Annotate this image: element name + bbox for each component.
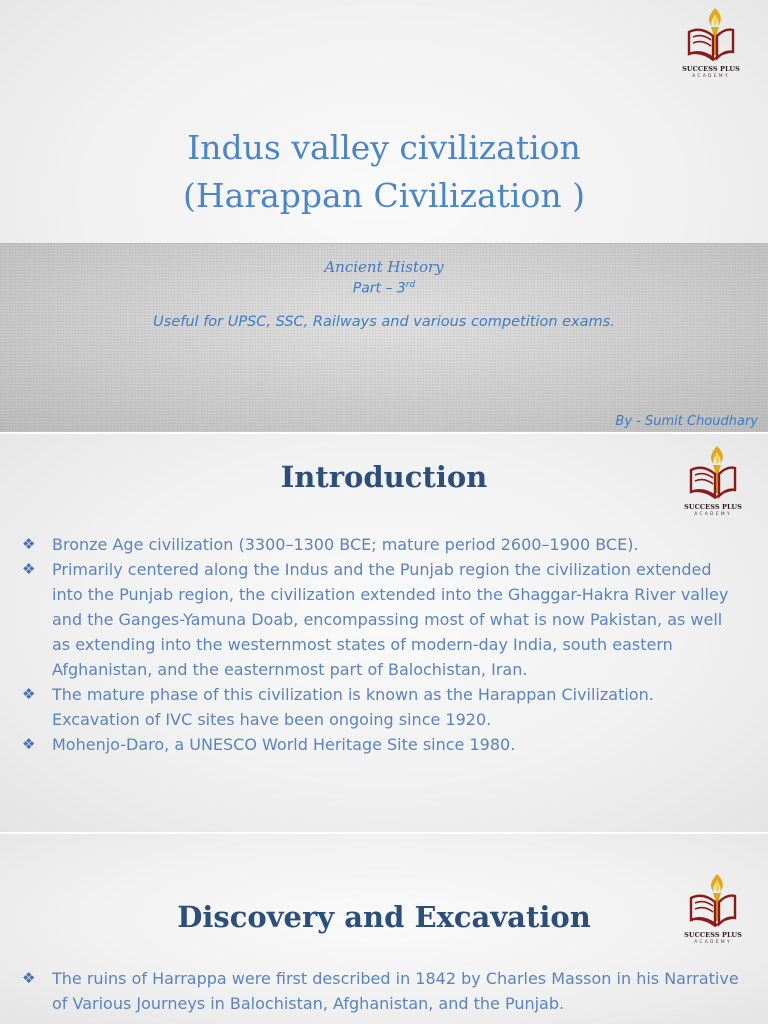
bullet-diamond-icon: ❖ xyxy=(22,685,36,703)
bullet-item xyxy=(22,532,744,557)
discovery-slide xyxy=(0,834,768,1024)
bullet-text: The ruins of Harrappa were first described in 1842 by Charles Masson in his Narrative of Various Journeys in Balochistan, Afghanistan, and the Punjab. xyxy=(52,969,739,1013)
bullet-item xyxy=(22,557,744,682)
academy-logo xyxy=(672,6,750,88)
useful-for-text: Useful for UPSC, SSC, Railways and various competition exams. xyxy=(153,314,615,330)
author-credit: By - Sumit Choudhary xyxy=(615,414,758,429)
bullet-text: Bronze Age civilization (3300–1300 BCE; mature period 2600–1900 BCE). xyxy=(52,535,639,554)
logo-brand-sub: ACADEMY xyxy=(694,512,732,517)
book-torch-logo-icon xyxy=(685,6,737,64)
bullet-item xyxy=(22,682,744,732)
bullet-diamond-icon: ❖ xyxy=(22,560,36,578)
main-title-line-2: (Harappan Civilization ) xyxy=(183,176,585,215)
bullet-text: Mohenjo-Daro, a UNESCO World Heritage Site since 1980. xyxy=(52,735,516,754)
main-title xyxy=(0,124,768,220)
bullet-diamond-icon: ❖ xyxy=(22,735,36,753)
logo-brand-name: SUCCESS PLUS xyxy=(684,931,742,939)
logo-brand-sub: ACADEMY xyxy=(694,940,732,945)
main-title-line-1: Indus valley civilization xyxy=(187,128,581,167)
logo-brand-name: SUCCESS PLUS xyxy=(682,65,740,73)
bullet-diamond-icon: ❖ xyxy=(22,535,36,553)
logo-brand-name: SUCCESS PLUS xyxy=(684,503,742,511)
introduction-bullet-list xyxy=(22,532,744,757)
bullet-text: Primarily centered along the Indus and the Punjab region the civilization extended into the Punjab region, the civilization extended into the Ghaggar-Hakra River valley and the Ganges-Yamuna Doab, encompassing most of what is now Pakistan, as well as extending into the westernmost states of modern-day India, south eastern Afghanistan, and the easternmost part of Balochistan, Iran. xyxy=(52,560,729,679)
bullet-text: The mature phase of this civilization is known as the Harappan Civilization. Excavation of IVC sites have been ongoing since 1920. xyxy=(52,685,654,729)
title-slide xyxy=(0,0,768,432)
part-suffix: rd xyxy=(405,280,416,290)
discovery-bullet-list xyxy=(22,966,744,1016)
introduction-slide xyxy=(0,434,768,832)
bullet-diamond-icon: ❖ xyxy=(22,969,36,987)
subtitle-band xyxy=(0,243,768,432)
subject-label: Ancient History xyxy=(324,258,444,276)
logo-brand-sub: ACADEMY xyxy=(692,74,730,79)
discovery-title: Discovery and Excavation xyxy=(177,900,591,934)
part-prefix: Part – 3 xyxy=(352,280,406,297)
introduction-title: Introduction xyxy=(280,460,488,494)
part-label xyxy=(0,280,768,297)
bullet-item xyxy=(22,732,744,757)
bullet-item xyxy=(22,966,744,1016)
